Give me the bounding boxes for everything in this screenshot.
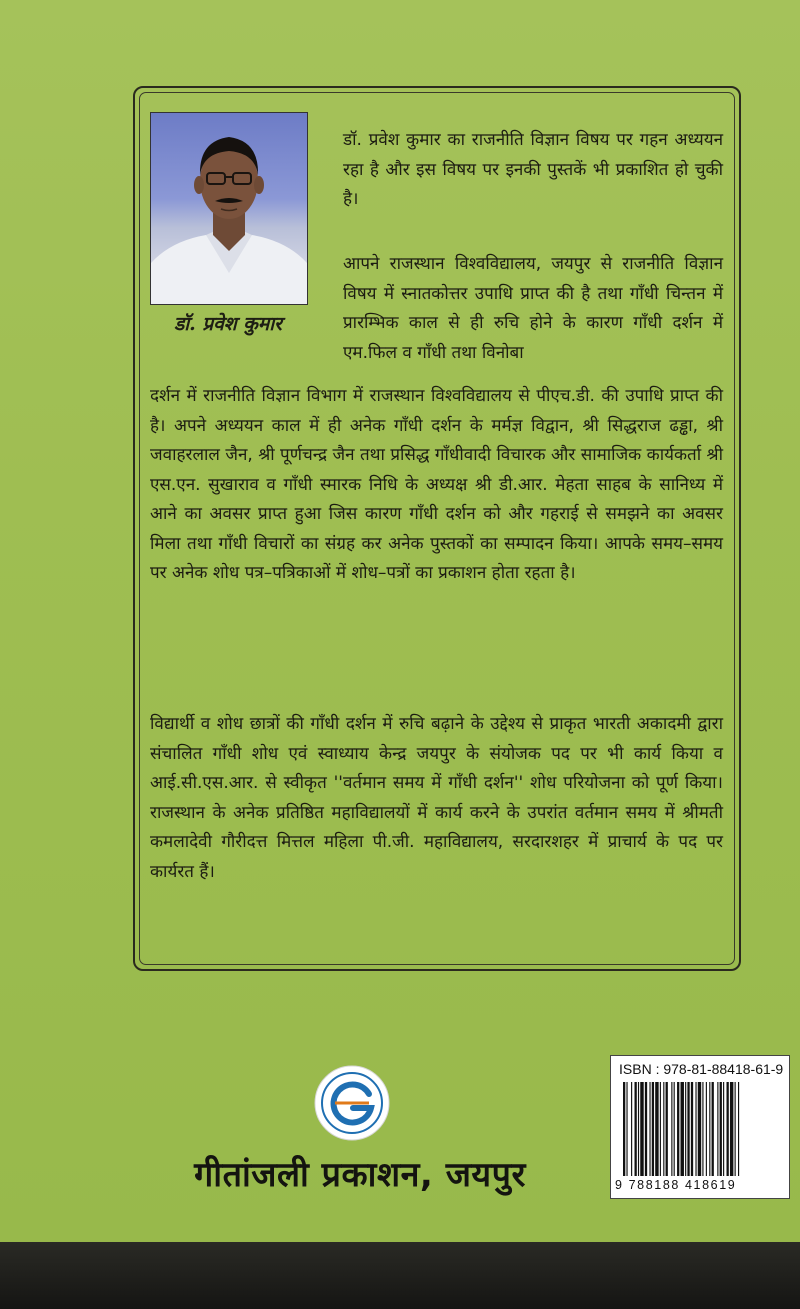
bio-paragraph-2-continued: दर्शन में राजनीति विज्ञान विभाग में राजस्थान विश्वविद्यालय से पीएच.डी. की उपाधि प्राप्त की है। अपने अध्ययन काल में ही अनेक गाँधी दर्शन के मर्मज्ञ विद्वान, श्री सिद्धराज ढड्ढा, श्री जवाहरलाल जैन, श्री पूर्णचन्द्र जैन तथा प्रसिद्ध गाँधीवादी विचारक और सामाजिक कार्यकर्ता श्री एस.एन. सुखाराव व गाँधी स्मारक निधि के अध्यक्ष श्री डी.आर. मेहता साहब के सानिध्य में आने का अवसर प्राप्त हुआ जिस कारण गाँधी दर्शन को और गहराई से समझने का अवसर मिला तथा गाँधी विचारों का संग्रह कर अनेक पुस्तकों का सम्पादन किया। आपके समय–समय पर अनेक शोध पत्र–पत्रिकाओं में शोध–पत्रों का प्रकाशन होता रहता है। (150, 386, 723, 583)
isbn-barcode-block (610, 1055, 790, 1199)
publisher-logo-icon (313, 1064, 391, 1142)
author-portrait-image (151, 113, 307, 304)
publisher-name: गीतांजली प्रकाशन, जयपुर (194, 1155, 526, 1195)
cover-bottom-edge (0, 1242, 800, 1309)
bio-paragraph-1: डॉ. प्रवेश कुमार का राजनीति विज्ञान विषय पर गहन अध्ययन रहा है और इस विषय पर इनकी पुस्तकें भी प्रकाशित हो चुकी है। (343, 130, 723, 209)
isbn-label: ISBN : 978-81-88418-61-9 (619, 1061, 784, 1077)
bio-paragraph-3: विद्यार्थी व शोध छात्रों की गाँधी दर्शन में रुचि बढ़ाने के उद्देश्य से प्राकृत भारती अकादमी द्वारा संचालित गाँधी शोध एवं स्वाध्याय केन्द्र जयपुर के संयोजक पद पर भी कार्य किया व आई.सी.एस.आर. से स्वीकृत ''वर्तमान समय में गाँधी दर्शन'' शोध परियोजना को पूर्ण किया। राजस्थान के अनेक प्रतिष्ठित महाविद्यालयों में कार्य करने के उपरांत वर्तमान समय में श्रीमती कमलादेवी गौरीदत्त मित्तल महिला पी.जी. महाविद्यालय, सरदारशहर में प्राचार्य के पद पर कार्यरत हैं। (150, 714, 723, 882)
author-photo (150, 112, 308, 305)
bio-paragraph-2-top: आपने राजस्थान विश्वविद्यालय, जयपुर से राजनीति विज्ञान विषय में स्नातकोत्तर उपाधि प्राप्त की है तथा गाँधी चिन्तन में प्रारम्भिक काल से ही रुचि होने के कारण गाँधी दर्शन में एम.फिल व गाँधी तथा विनोबा (343, 254, 723, 363)
author-photo-caption: डॉ. प्रवेश कुमार (174, 313, 282, 335)
barcode-image (623, 1082, 779, 1178)
publisher-logo (313, 1064, 391, 1142)
isbn-barcode-digits: 9 788188 418619 (615, 1178, 737, 1192)
